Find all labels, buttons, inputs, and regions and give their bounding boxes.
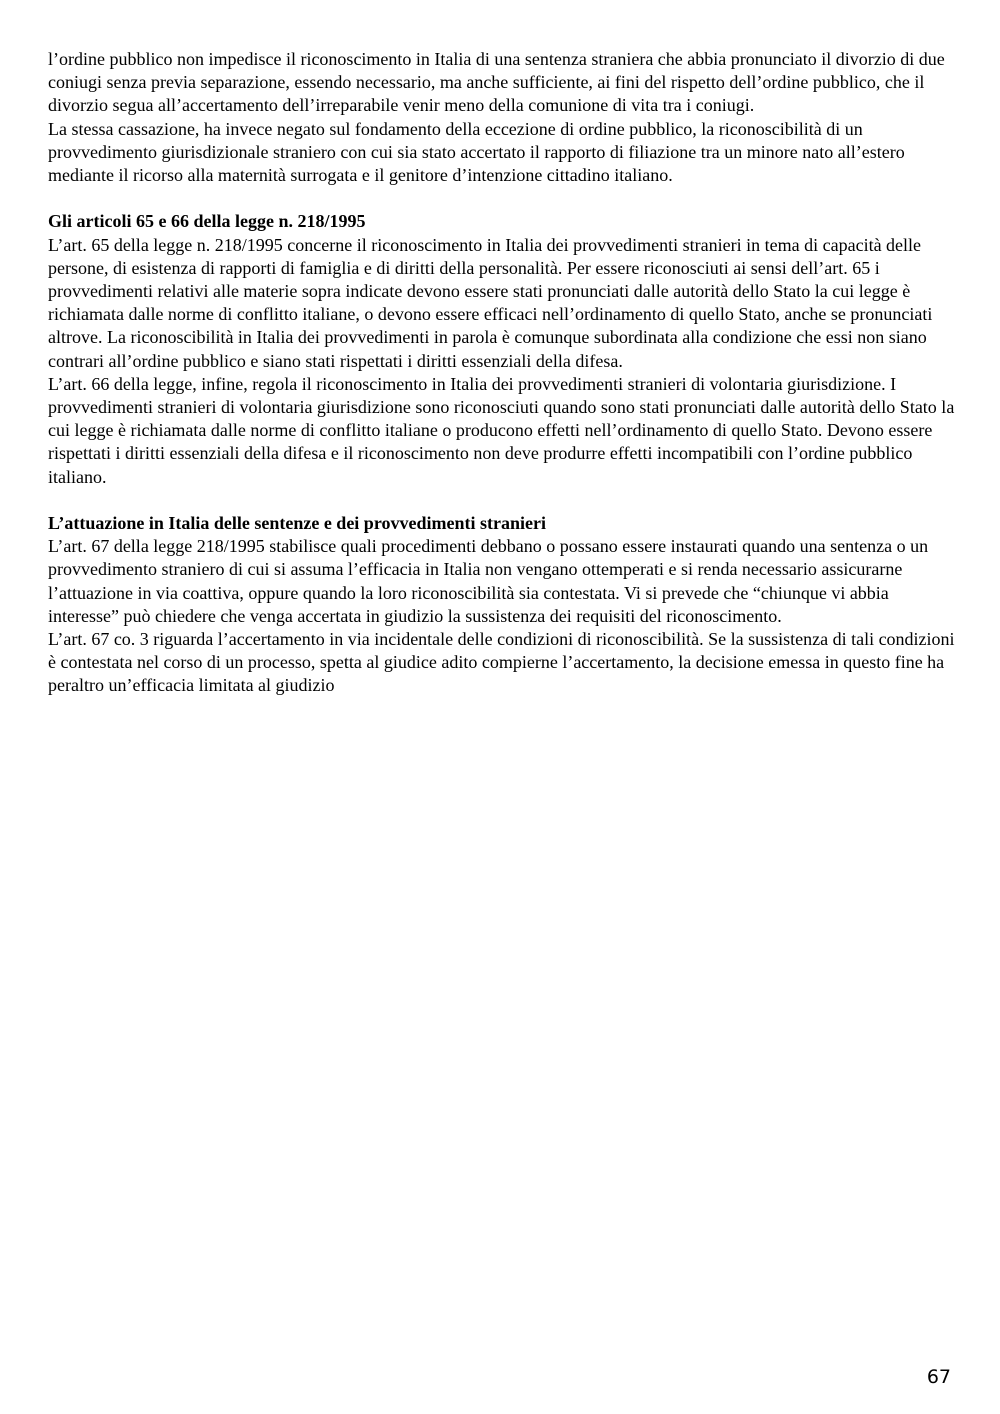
section-spacer <box>48 489 958 512</box>
section2-paragraph-1: L’art. 67 della legge 218/1995 stabilisce quali procedimenti debbano o possano essere instaurati quando una sentenza o un provvedimento straniero di cui si assuma l’efficacia in Italia non vengano ottemperati e si renda necessario assicurarne l’attuazione in via coattiva, oppure quando la loro riconoscibilità sia contestata. Vi si prevede che “chiunque vi abbia interesse” può chiedere che venga accertata in giudizio la sussistenza dei requisiti del riconoscimento. <box>48 536 929 626</box>
section2-paragraph-2: L’art. 67 co. 3 riguarda l’accertamento in via incidentale delle condizioni di riconoscibilità. Se la sussistenza di tali condizioni è contestata nel corso di un processo, spetta al giudice adito compierne l’accertamento, la decisione emessa in questo fine ha peraltro un’efficacia limitata al giudizio <box>48 629 955 696</box>
intro-paragraph-1: l’ordine pubblico non impedisce il riconoscimento in Italia di una sentenza straniera che abbia pronunciato il divorzio di due coniugi senza previa separazione, essendo necessario, ma anche sufficiente, ai fini del rispetto dell’ordine pubblico, che il divorzio segua all’accertamento dell’irreparabile venir meno della comunione di vita tra i coniugi. <box>48 49 945 116</box>
section1-paragraph-2: L’art. 66 della legge, infine, regola il riconoscimento in Italia dei provvedimenti stranieri di volontaria giurisdizione. I provvedimenti stranieri di volontaria giurisdizione sono riconosciuti quando sono stati pronunciati dalle autorità dello Stato la cui legge è richiamata dalle norme di conflitto italiane o producono effetti nell’ordinamento di quello Stato. Devono essere rispettati i diritti essenziali della difesa e il riconoscimento non deve produrre effetti incompatibili con l’ordine pubblico italiano. <box>48 373 955 487</box>
intro-paragraph-2: La stessa cassazione, ha invece negato sul fondamento della eccezione di ordine pubblico, la riconoscibilità di un provvedimento giurisdizionale straniero con cui sia stato accertato il rapporto di filiazione tra un minore nato all’estero mediante il ricorso alla maternità surrogata e il genitore d’intenzione cittadino italiano. <box>48 118 905 186</box>
section-heading-attuazione: L’attuazione in Italia delle sentenze e dei provvedimenti stranieri <box>48 513 546 534</box>
document-page <box>48 48 958 698</box>
section-heading-articles-65-66: Gli articoli 65 e 66 della legge n. 218/1995 <box>48 211 366 232</box>
section-spacer <box>48 187 958 210</box>
page-number: 67 <box>926 1366 951 1388</box>
section1-paragraph-1: L’art. 65 della legge n. 218/1995 concerne il riconoscimento in Italia dei provvedimenti stranieri in tema di capacità delle persone, di esistenza di rapporti di famiglia e di diritti della personalità. Per essere riconosciuti ai sensi dell’art. 65 i provvedimenti relativi alle materie sopra indicate devono essere stati pronunciati dalle autorità dello Stato la cui legge è richiamata dalle norme di conflitto italiane, o devono essere efficaci nell’ordinamento di quello Stato, anche se pronunciati altrove. La riconoscibilità in Italia dei provvedimenti in parola è comunque subordinata alla condizione che essi non siano contrari all’ordine pubblico e siano stati rispettati i diritti essenziali della difesa. <box>48 234 933 371</box>
